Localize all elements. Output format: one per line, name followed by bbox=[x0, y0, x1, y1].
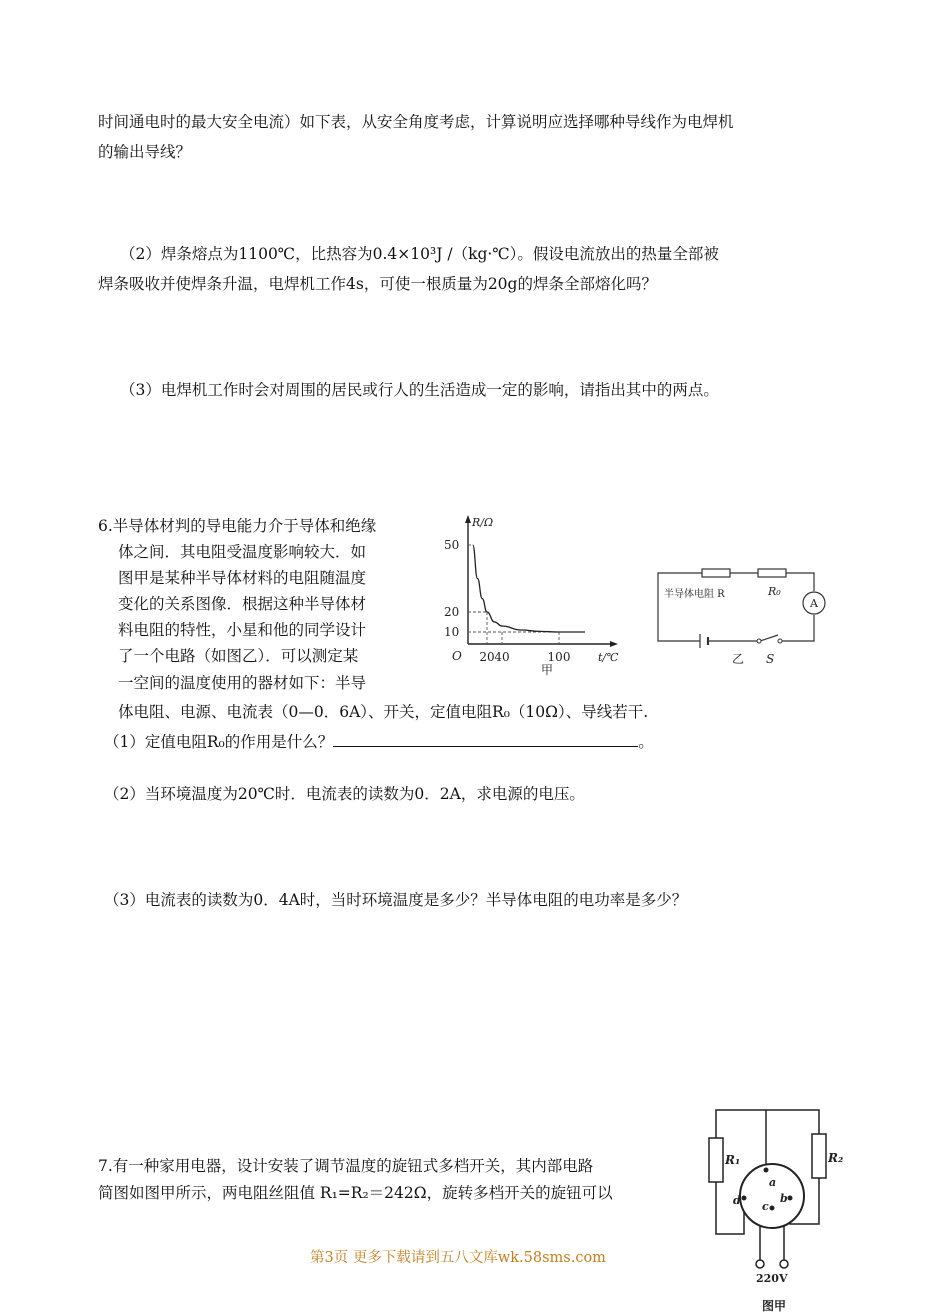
q6-line: 图甲是某种半导体材料的电阻随温度 bbox=[118, 569, 367, 587]
q5-part2-line2: 焊条吸收并使焊条升温，电焊机工作4s，可使一根质量为20g的焊条全部熔化吗？ bbox=[98, 275, 657, 293]
circuit-b-caption: 乙 bbox=[732, 652, 745, 666]
circuit-diagram-a bbox=[700, 1104, 850, 1314]
r0-label: R₀ bbox=[768, 585, 781, 598]
semiconductor-label: 半导体电阻 R bbox=[664, 589, 725, 600]
q6-line: 6.半导体材判的导电能力介于导体和绝缘 bbox=[98, 517, 377, 535]
x-tick-label: 20 bbox=[479, 650, 495, 664]
resistor-r2 bbox=[812, 1134, 826, 1178]
graph-axes bbox=[465, 515, 618, 647]
x-tick-label: 100 bbox=[547, 650, 571, 664]
answer-blank[interactable] bbox=[333, 731, 638, 747]
switch-label: S bbox=[766, 652, 775, 666]
q6-sub2: （2）当环境温度为20℃时．电流表的读数为0．2A，求电源的电压。 bbox=[104, 785, 585, 803]
q6-sub1 bbox=[104, 731, 654, 752]
q6-line: 体之间．其电阻受温度影响较大．如 bbox=[118, 543, 367, 561]
switch-contact bbox=[778, 639, 782, 643]
fixed-resistor-r0 bbox=[758, 569, 786, 577]
q6-line: 了一个电路（如图乙）．可以测定某 bbox=[118, 647, 359, 665]
label-c: c bbox=[762, 1200, 769, 1213]
q6-line: 一空间的温度使用的器材如下：半导 bbox=[118, 674, 367, 692]
r1-label: R₁ bbox=[725, 1153, 741, 1167]
q7-line2: 简图如图甲所示，两电阻丝阻值 R₁=R₂＝242Ω，旋转多档开关的旋钮可以 bbox=[98, 1184, 613, 1202]
resistance-curve bbox=[473, 545, 585, 632]
battery-icon bbox=[700, 634, 708, 648]
q5-part3: （3）电焊机工作时会对周围的居民或行人的生活造成一定的影响，请指出其中的两点。 bbox=[120, 381, 719, 399]
label-b: b bbox=[780, 1192, 788, 1205]
q5-continuation-line1: 时间通电时的最大安全电流）如下表，从安全角度考虑，计算说明应选择哪种导线作为电焊机 bbox=[98, 113, 734, 131]
rotary-switch-icon bbox=[740, 1164, 804, 1228]
x-tick-label: 40 bbox=[494, 650, 510, 664]
terminal-icon bbox=[756, 1260, 764, 1268]
y-axis-label: R/Ω bbox=[472, 516, 494, 529]
terminal-icon bbox=[780, 1260, 788, 1268]
q6-sub1-end: 。 bbox=[638, 733, 654, 751]
circuit-diagram-b bbox=[656, 565, 836, 665]
label-a: a bbox=[769, 1176, 777, 1189]
q7-line1: 7.有一种家用电器，设计安装了调节温度的旋钮式多档开关，其内部电路 bbox=[98, 1157, 594, 1175]
y-tick-label: 10 bbox=[444, 625, 460, 639]
q6-sub1-text: （1）定值电阻R₀的作用是什么？ bbox=[104, 733, 334, 751]
graph-caption: 甲 bbox=[541, 663, 554, 677]
r2-label: R₂ bbox=[828, 1151, 844, 1165]
page-footer[interactable]: 第3页 更多下载请到五八文库wk.58sms.com bbox=[310, 1250, 606, 1266]
x-axis-label: t/℃ bbox=[598, 651, 619, 664]
label-d: d bbox=[733, 1194, 741, 1207]
q6-line: 变化的关系图像．根据这种半导体材 bbox=[118, 595, 367, 613]
q6-sub3: （3）电流表的读数为0．4A时，当时环境温度是多少？半导体电阻的电功率是多少？ bbox=[104, 891, 688, 909]
contact-c bbox=[770, 1206, 775, 1211]
q6-materials-line: 体电阻、电源、电流表（0—0．6A）、开关，定值电阻R₀（10Ω）、导线若干. bbox=[118, 703, 649, 721]
y-tick-label: 20 bbox=[444, 605, 460, 619]
contact-d bbox=[742, 1196, 747, 1201]
contact-a bbox=[764, 1168, 769, 1173]
voltage-label: 220V bbox=[756, 1272, 788, 1285]
ammeter-label: A bbox=[810, 597, 818, 610]
circuit-a-caption: 图甲 bbox=[762, 1299, 787, 1313]
resistor-r1 bbox=[709, 1138, 723, 1182]
contact-b bbox=[788, 1196, 793, 1201]
origin-label: O bbox=[452, 649, 462, 663]
y-tick-label: 50 bbox=[444, 538, 460, 552]
switch-contact bbox=[757, 639, 761, 643]
resistance-temperature-graph bbox=[438, 512, 648, 677]
circuit-b-wires bbox=[658, 573, 814, 641]
q6-line: 料电阻的特性，小星和他的同学设计 bbox=[118, 621, 367, 639]
q5-continuation-line2: 的输出导线？ bbox=[98, 143, 192, 161]
q5-part2-line1: （2）焊条熔点为1100℃，比热容为0.4×10³J /（kg·℃）。假设电流放出的热量全部被 bbox=[120, 245, 719, 263]
semiconductor-resistor bbox=[702, 569, 730, 577]
